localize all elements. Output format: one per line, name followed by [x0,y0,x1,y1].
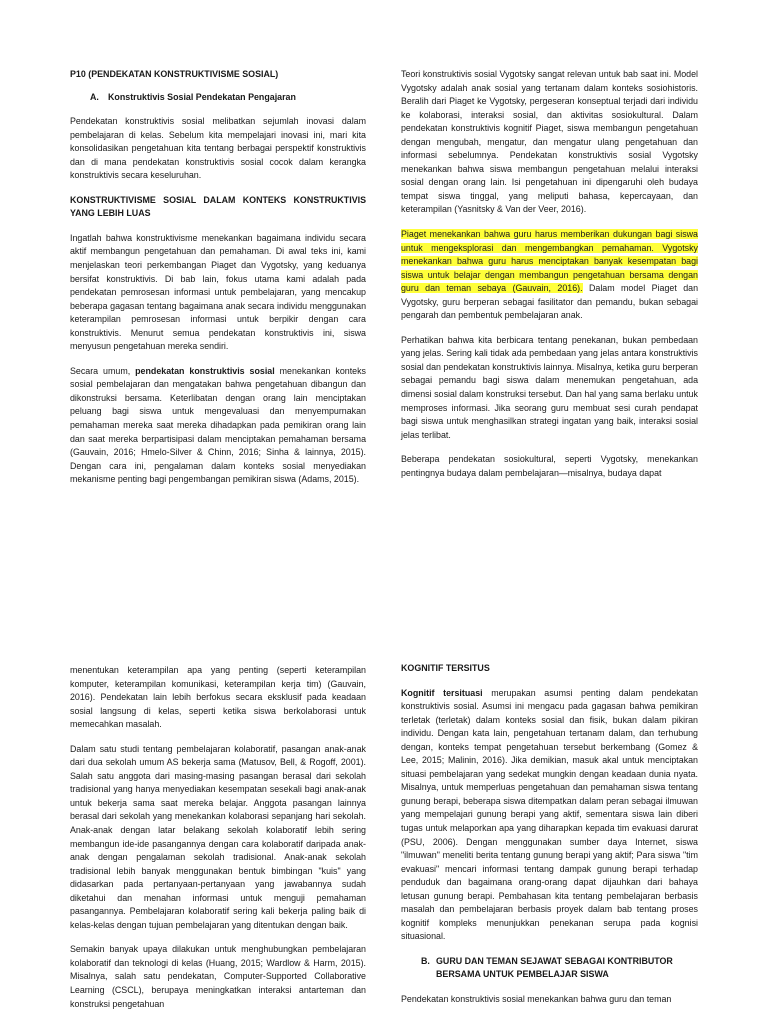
document-title: P10 (PENDEKATAN KONSTRUKTIVISME SOSIAL) [70,69,279,79]
paragraph: Pendekatan konstruktivis sosial menekankan bahwa guru dan teman [401,994,672,1005]
paragraph: Beberapa pendekatan sosiokultural, seperti Vygotsky, menekankan pentingnya budaya dalam pembelajaran—misalnya, budaya dapat [401,454,698,478]
page1-right-column [401,68,698,491]
section-heading: KOGNITIF TERSITUS [401,663,490,673]
subsection-heading-a [70,91,366,105]
paragraph-text: menekankan konteks sosial pembelajaran dan mengatakan bahwa pengetahuan dibangun dan dikonstruksi bersama. Keterlibatan dengan orang lain menciptakan peluang bagi siswa untuk mengevaluasi dan menyempurnakan pemahaman mereka saat mereka dihadapkan pada pemikiran orang lain dan saat mereka berpartisipasi dalam menciptakan pemahaman bersama (Gauvain, 2016; Hmelo-Silver & Chinn, 2016; Sinha & lainnya, 2015). Dengan cara ini, pengalaman dalam konteks sosial menyediakan mekanisme penting bagi pengembangan pemikiran siswa (Adams, 2015). [70,365,366,485]
section-heading: KONSTRUKTIVISME SOSIAL DALAM KONTEKS KONSTRUKTIVIS YANG LEBIH LUAS [70,194,366,219]
highlighted-text: Piaget menekankan bahwa guru harus memberikan dukungan bagi siswa untuk mengeksplorasi dan mengembangkan pemahaman. Vygotsky menekankan bahwa guru harus menciptakan banyak kesempatan bagi siswa untuk belajar dengan membangun pengetahuan bersama dengan guru dan teman sebaya (Gauvain, 2016). [401,229,698,294]
paragraph-text: Dalam model Piaget dan Vygotsky, guru berperan sebagai fasilitator dan pemandu, bukan sebagai pengarah dan pembentuk pembelajaran anak. [401,283,699,321]
paragraph [401,687,698,944]
paragraph: menentukan keterampilan apa yang penting (seperti keterampilan komputer, keterampilan komunikasi, keterampilan kerja tim) (Gauvain, 2016). Pendekatan lain lebih berfokus secara eksklusif pada keadaan sosial langsung di kelas, seperti ketika siswa berkolaborasi untuk memecahkan masalah. [70,665,366,730]
paragraph: Pendekatan konstruktivis sosial melibatkan sejumlah inovasi dalam pembelajaran di kelas. Sebelum kita mempelajari inovasi ini, mari kita konsolidasikan pengetahuan kita tentang berbagai perspektif konstruktivis dan di mana pendekatan konstruktivis sosial cocok dalam kerangka konstruktivis secara keseluruhan. [70,116,366,181]
paragraph [70,365,366,487]
section-number: B. [421,955,430,966]
paragraph: Semakin banyak upaya dilakukan untuk menghubungkan pembelajaran kolaboratif dan teknologi di kelas (Huang, 2015; Wardlow & Harm, 2015). Misalnya, salah satu pendekatan, Computer-Supported Collaborative Learning (CSCL), berupaya meningkatkan interaksi antarteman dan konstruksi pengetahuan [70,944,366,1009]
page2-right-column [401,662,698,1018]
subsection-title: Konstruktivis Sosial Pendekatan Pengajaran [108,91,296,102]
page1-left-column [70,68,366,498]
paragraph-text: Secara umum, [70,365,136,376]
bold-term: Kognitif tersituasi [401,687,483,698]
subsection-number: A. [90,91,99,102]
paragraph: Dalam satu studi tentang pembelajaran kolaboratif, pasangan anak-anak dari dua sekolah umum AS bekerja sama (Matusov, Bell, & Rogoff, 2001). Salah satu anggota dari masing-masing pasangan berasal dari sekolah tradisional yang hanya menyediakan kesempatan sesekali bagi anak-anak untuk bekerja sama saat mereka belajar. Anggota pasangan lainnya berasal dari sekolah yang menekankan kolaborasi sepanjang hari sekolah. Anak-anak dengan latar belakang sekolah kolaboratif lebih sering membangun ide-ide pasangannya dengan cara kolaboratif daripada anak-anak dengan pengalaman sekolah tradisional. Anak-anak sekolah tradisional lebih banyak menggunakan bentuk bimbingan "kuis" yang didasarkan pada pertanyaan-pertanyaan yang jawabannya sudah diketahui dan menahan informasi untuk menguji pemahaman pasangannya. Pembelajaran kolaboratif sering kali bekerja paling baik di kelas-kelas dengan tujuan pembelajaran yang ditentukan dengan baik. [70,743,366,930]
bold-term: pendekatan konstruktivis sosial [135,365,275,376]
paragraph-text: merupakan asumsi penting dalam pendekatan konstruktivis sosial. Asumsi ini mengacu pada gagasan bahwa pemikiran terletak (terletak) dalam konteks sosial dan fisik, bukan dalam pikiran individu. Dengan kata lain, pengetahuan tertanam dalam, dan terhubung dengan, konteks tempat pengetahuan tersebut berkembang (Gomez & Lee, 2015; Malinin, 2016). Jika demikian, masuk akal untuk menciptakan situasi pembelajaran yang sedekat mungkin dengan keadaan dunia nyata. Misalnya, untuk memperluas pengetahuan dan pemahaman siswa tentang gunung berapi, beberapa siswa ditempatkan dalam peran sebagai ilmuwan yang mempelajari gunung berapi yang aktif, sementara siswa lain diberi tugas untuk melaporkan apa yang diharapkan kepada tim evakuasi darurat (PSU, 2006). Dengan menggunakan sumber daya Internet, siswa "ilmuwan" meneliti berita tentang gunung berapi yang aktif; Para siswa "tim evakuasi" mencari informasi tentang dampak gunung berapi terhadap penduduk dan bagaimana orang-orang dapat dijauhkan dari bahaya letusan gunung berapi. Pembahasan kita tentang pembelajaran berbasis masalah dan pembelajaran berbasis proyek dalam bab tentang proses kognitif kompleks menunjukkan penekanan serupa pada kognisi situasional. [401,687,698,942]
section-heading-b [401,955,698,982]
paragraph: Ingatlah bahwa konstruktivisme menekankan bagaimana individu secara aktif membangun pengetahuan dan pemahaman. Di awal teks ini, kami menjelaskan teori perkembangan Piaget dan Vygotsky, yang keduanya bersifat konstruktivis. Di bab lain, fokus utama kami adalah pada pendekatan pemrosesan informasi untuk pembelajaran, yang mencakup beberapa gagasan tentang bagaimana anak secara individu menggunakan keterampilan pemrosesan informasi untuk berpikir dengan cara konstruktivis. Menurut semua pendekatan konstruktivis ini, siswa menyusun pengetahuan mereka sendiri. [70,232,366,352]
page2-left-column [70,664,366,1022]
paragraph [401,228,698,323]
paragraph: Perhatikan bahwa kita berbicara tentang penekanan, bukan pembedaan yang jelas. Sering kali tidak ada pembedaan yang jelas antara konstruktivis sosial dan pendekatan konstruktivis lainnya. Misalnya, ketika guru berperan sebagai pemandu bagi siswa dalam menemukan pengetahuan, ada dimensi sosial dalam konstruksi tersebut. Dan hal yang sama berlaku untuk memproses informasi. Jika seorang guru membuat sesi curah pendapat bagi siswa untuk menghasilkan strategi ingatan yang baik, interaksi sosial jelas terlibat. [401,334,698,440]
section-title: GURU DAN TEMAN SEJAWAT SEBAGAI KONTRIBUTOR BERSAMA UNTUK PEMBELAJAR SISWA [436,955,673,980]
paragraph: Teori konstruktivis sosial Vygotsky sangat relevan untuk bab saat ini. Model Vygotsky adalah anak sosial yang tertanam dalam konteks sosiohistoris. Beralih dari Piaget ke Vygotsky, pergeseran konseptual terjadi dari individu ke kolaborasi, interaksi sosial, dan aktivitas sosiokultural. Dalam pendekatan konstruktivis kognitif Piaget, siswa membangun pengetahuan dengan mengubah, mengatur, dan mengatur ulang pengetahuan dan informasi sebelumnya. Pendekatan konstruktivis sosial Vygotsky menekankan bahwa siswa membangun pengetahuan melalui interaksi sosial dengan orang lain. Isi pengetahuan ini dipengaruhi oleh budaya tempat siswa tinggal, yang meliputi bahasa, kepercayaan, dan keterampilan (Yasnitsky & Van der Veer, 2016). [401,69,698,215]
